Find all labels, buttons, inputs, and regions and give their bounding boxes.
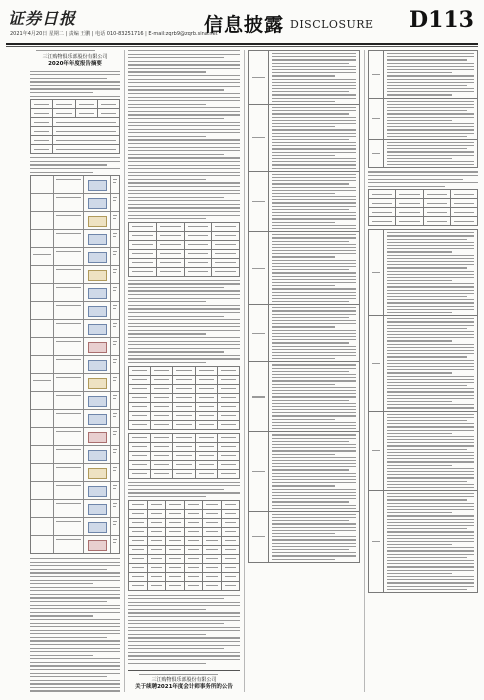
business-text [30,157,120,173]
financial-table-1 [128,222,240,277]
column-2 [128,50,240,692]
publication-info: 2021年4月20日 星期二 | 责编 王鹏 | 电话 010-83251716 | E-mail:zqrb9@zqrb.sina.net [10,31,218,37]
shareholder-table [128,500,240,591]
financial-table-2 [128,366,240,430]
product-table [30,175,120,554]
header-fineprint [36,50,120,51]
column-4-text [368,171,478,187]
section-title-en: DISCLOSURE [290,18,374,31]
bottom-announcement-title: 关于续聘2021年度会计师事务所的公告 [135,684,233,691]
company-profile-table [30,99,120,154]
column-divider [244,50,245,692]
header-rule [6,43,478,45]
newspaper-logo: 证券日报 [8,9,77,28]
column-1 [30,50,120,692]
announcement-company: 三江购物俱乐部股份有限公司 [42,53,108,60]
page-number: D113 [408,7,474,33]
bottom-announcement-fineprint [128,674,240,675]
column-divider [124,50,125,692]
column-2-text-mid [128,280,240,363]
intro-text [30,71,120,97]
related-transactions-table [368,50,478,168]
section-title: 信息披露 [204,14,285,36]
provision-table [368,229,478,593]
masthead [6,4,478,44]
column-3 [248,50,360,692]
transaction-detail-table [368,189,478,226]
header-rule-thin [6,46,478,47]
board-resolution-table [248,50,360,563]
column-divider [364,50,365,692]
column-2-text-bottom [128,595,240,664]
column-4 [368,50,478,692]
financial-table-3 [128,433,240,479]
announcement-title: 2020年年度报告摘要 [48,60,102,67]
bottom-announcement-company: 三江购物俱乐部股份有限公司 [151,677,217,684]
column-1-text [30,558,120,692]
column-2-text-top [128,50,240,219]
bottom-announcement [128,670,240,692]
column-2-text-lower [128,482,240,498]
